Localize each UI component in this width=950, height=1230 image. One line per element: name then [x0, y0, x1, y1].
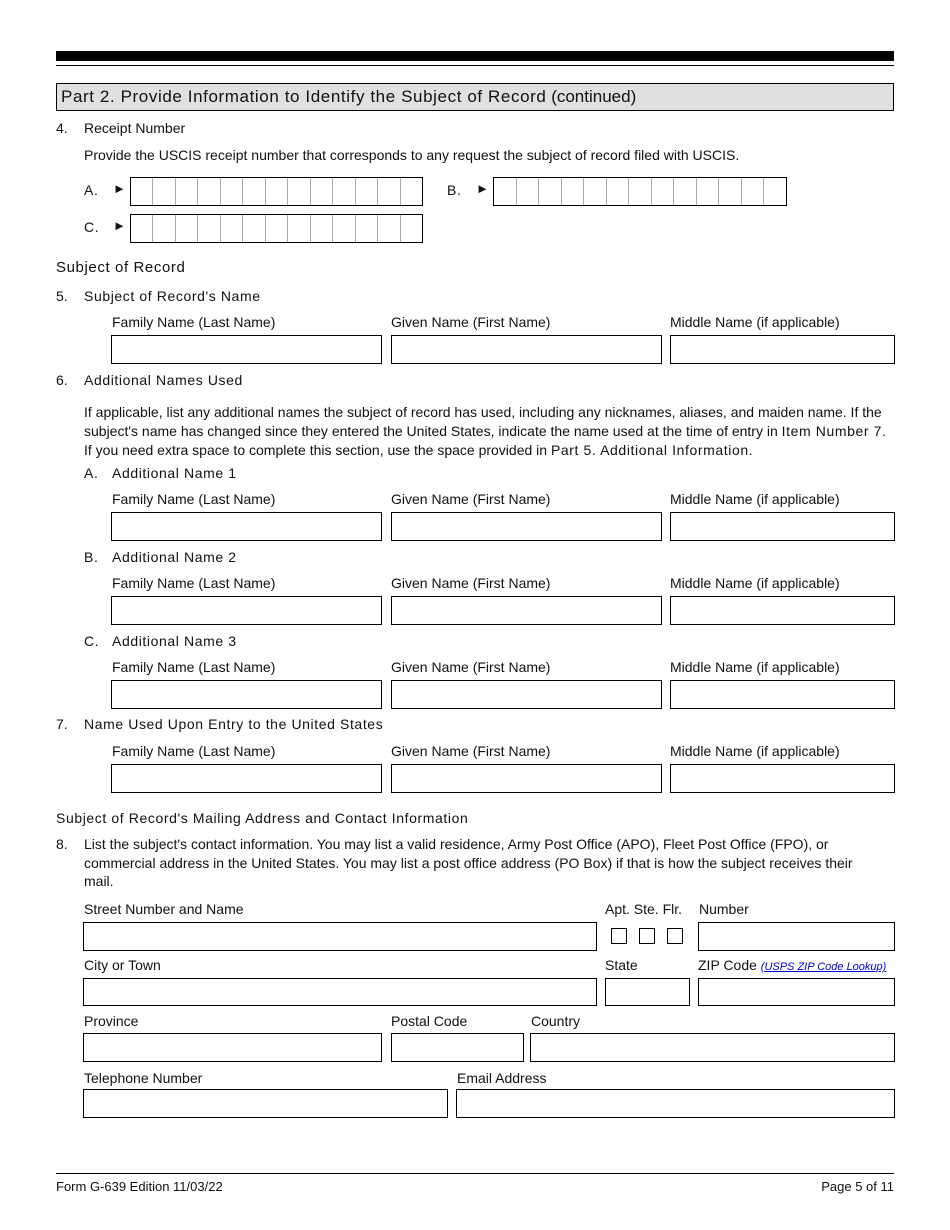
middle-name-input[interactable] [670, 680, 895, 709]
contact-instr-1: List the subject's contact information. You may list a valid residence, Army Post Office (APO), Fleet Post Office (FPO), or [84, 836, 829, 852]
receipt-b-label: B. [447, 182, 462, 198]
arrow-icon: ► [113, 218, 126, 233]
country-input[interactable] [530, 1033, 895, 1062]
form-edition: Form G-639 Edition 11/03/22 [56, 1179, 223, 1194]
sub-letter: A. [84, 465, 99, 481]
family-name-input[interactable] [111, 764, 382, 793]
receipt-a-input[interactable] [130, 177, 423, 206]
item-number: 4. [56, 120, 68, 136]
additional-name-3-label: Additional Name 3 [112, 633, 237, 649]
section-suffix: (continued) [551, 87, 637, 106]
zip-lookup-link[interactable]: (USPS ZIP Code Lookup) [760, 961, 887, 973]
state-label: State [605, 957, 638, 973]
subject-name-label: Subject of Record's Name [84, 288, 261, 304]
number-label: Number [699, 901, 749, 917]
flr-checkbox[interactable] [667, 928, 683, 944]
province-label: Province [84, 1013, 139, 1029]
family-name-label: Family Name (Last Name) [112, 575, 276, 591]
given-name-label: Given Name (First Name) [391, 491, 551, 507]
entry-name-label: Name Used Upon Entry to the United States [84, 716, 384, 732]
section-header [56, 83, 894, 111]
top-thin-rule [56, 65, 894, 66]
receipt-c-label: C. [84, 219, 100, 235]
top-rule [56, 51, 894, 61]
postal-code-input[interactable] [391, 1033, 524, 1062]
middle-name-input[interactable] [670, 596, 895, 625]
contact-instr-2: commercial address in the United States. You may list a post office address (PO Box) if that is how the subject receives their [84, 855, 853, 871]
street-input[interactable] [83, 922, 597, 951]
middle-name-label: Middle Name (if applicable) [670, 659, 840, 675]
city-label: City or Town [84, 957, 161, 973]
family-name-label: Family Name (Last Name) [112, 743, 276, 759]
arrow-icon: ► [113, 181, 126, 196]
sub-letter: B. [84, 549, 99, 565]
additional-names-instr-3: If you need extra space to complete this section, use the space provided in [84, 442, 551, 458]
number-input[interactable] [698, 922, 895, 951]
telephone-label: Telephone Number [84, 1070, 203, 1086]
middle-name-input[interactable] [670, 512, 895, 541]
family-name-input[interactable] [111, 335, 382, 364]
family-name-input[interactable] [111, 680, 382, 709]
middle-name-input[interactable] [670, 335, 895, 364]
receipt-a-label: A. [84, 182, 99, 198]
zip-input[interactable] [698, 978, 895, 1006]
given-name-label: Given Name (First Name) [391, 314, 551, 330]
given-name-label: Given Name (First Name) [391, 575, 551, 591]
given-name-label: Given Name (First Name) [391, 659, 551, 675]
section-title: Part 2. Provide Information to Identify the Subject of Record [61, 87, 547, 106]
item-7-reference: Item Number 7. [781, 423, 887, 439]
middle-name-label: Middle Name (if applicable) [670, 314, 840, 330]
item-number: 8. [56, 836, 68, 852]
given-name-input[interactable] [391, 764, 662, 793]
state-select[interactable] [605, 978, 690, 1006]
receipt-c-input[interactable] [130, 214, 423, 243]
footer-rule [56, 1173, 894, 1174]
given-name-input[interactable] [391, 596, 662, 625]
additional-name-1-label: Additional Name 1 [112, 465, 237, 481]
middle-name-label: Middle Name (if applicable) [670, 743, 840, 759]
item-number: 7. [56, 716, 68, 732]
mailing-heading: Subject of Record's Mailing Address and Contact Information [56, 810, 469, 826]
given-name-input[interactable] [391, 512, 662, 541]
given-name-input[interactable] [391, 335, 662, 364]
telephone-input[interactable] [83, 1089, 448, 1118]
zip-label: ZIP Code [698, 957, 757, 973]
given-name-input[interactable] [391, 680, 662, 709]
middle-name-input[interactable] [670, 764, 895, 793]
item-number: 6. [56, 372, 68, 388]
middle-name-label: Middle Name (if applicable) [670, 575, 840, 591]
family-name-label: Family Name (Last Name) [112, 659, 276, 675]
province-input[interactable] [83, 1033, 382, 1062]
apt-ste-flr-label: Apt. Ste. Flr. [605, 901, 683, 917]
postal-code-label: Postal Code [391, 1013, 468, 1029]
family-name-input[interactable] [111, 596, 382, 625]
part-5-reference: Part 5. Additional Information. [550, 442, 754, 458]
family-name-input[interactable] [111, 512, 382, 541]
item-number: 5. [56, 288, 68, 304]
additional-names-instr-2: subject's name has changed since they entered the United States, indicate the name used at the time of entry in [84, 423, 782, 439]
arrow-icon: ► [476, 181, 489, 196]
additional-names-label: Additional Names Used [84, 372, 243, 388]
sub-letter: C. [84, 633, 100, 649]
family-name-label: Family Name (Last Name) [112, 491, 276, 507]
receipt-instructions: Provide the USCIS receipt number that corresponds to any request the subject of record filed with USCIS. [84, 147, 740, 163]
additional-names-instr-1: If applicable, list any additional names the subject of record has used, including any nicknames, aliases, and maiden name. If the [84, 404, 882, 420]
additional-name-2-label: Additional Name 2 [112, 549, 237, 565]
email-input[interactable] [456, 1089, 895, 1118]
receipt-b-input[interactable] [493, 177, 787, 206]
street-label: Street Number and Name [84, 901, 244, 917]
country-label: Country [531, 1013, 581, 1029]
ste-checkbox[interactable] [639, 928, 655, 944]
receipt-number-label: Receipt Number [84, 120, 186, 136]
family-name-label: Family Name (Last Name) [112, 314, 276, 330]
email-label: Email Address [457, 1070, 547, 1086]
subject-heading: Subject of Record [56, 259, 186, 276]
page-number: Page 5 of 11 [821, 1179, 894, 1194]
middle-name-label: Middle Name (if applicable) [670, 491, 840, 507]
given-name-label: Given Name (First Name) [391, 743, 551, 759]
apt-checkbox[interactable] [611, 928, 627, 944]
contact-instr-3: mail. [84, 873, 114, 889]
city-input[interactable] [83, 978, 597, 1006]
